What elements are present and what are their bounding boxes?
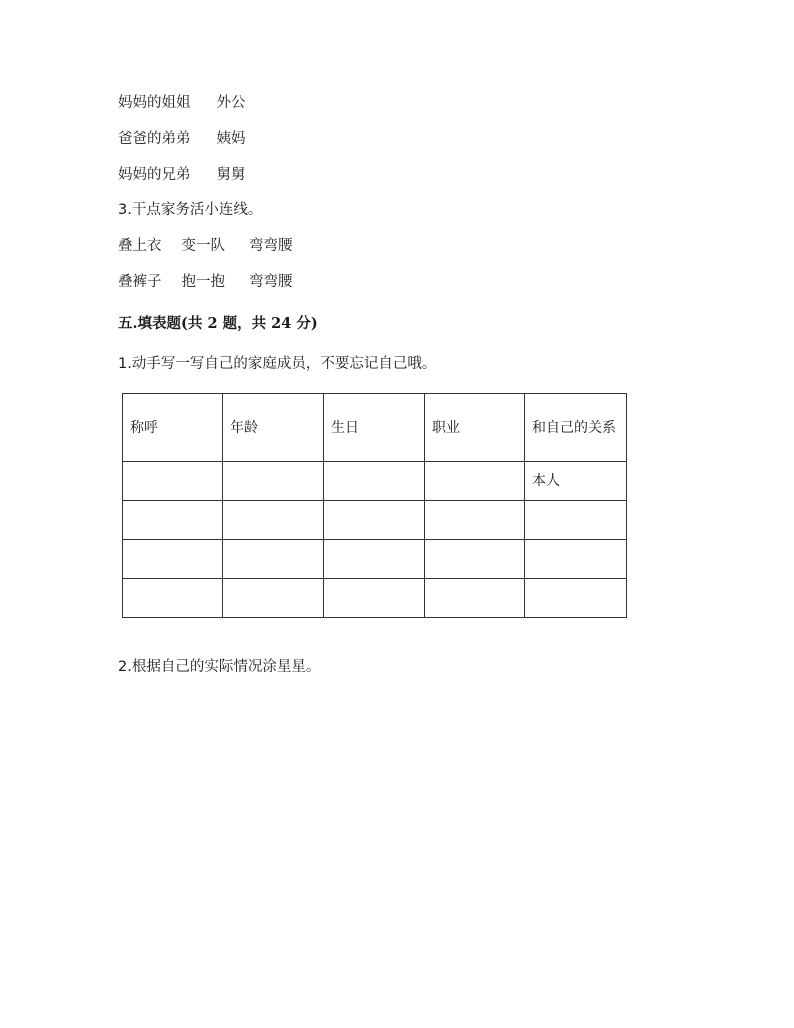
chore-item: 叠裤子 <box>118 274 162 290</box>
table-cell[interactable] <box>425 579 525 618</box>
chore-item: 变一队 <box>181 238 225 254</box>
table-cell: 本人 <box>525 462 627 501</box>
table-cell[interactable] <box>123 501 223 540</box>
table-row <box>123 540 627 579</box>
table-cell[interactable] <box>223 540 324 579</box>
table-cell[interactable] <box>123 579 223 618</box>
table-cell[interactable] <box>223 501 324 540</box>
chore-line-2 <box>118 272 293 292</box>
section-5-heading: 五.填表题(共 2 题，共 24 分) <box>118 315 318 332</box>
relation-answer: 舅舅 <box>216 167 246 183</box>
relation-label: 爸爸的弟弟 <box>118 131 191 147</box>
table-cell[interactable] <box>324 579 425 618</box>
question-3-title: 3.干点家务活小连线。 <box>118 202 263 218</box>
table-cell[interactable] <box>525 540 627 579</box>
header-cell-title: 称呼 <box>123 394 223 462</box>
table-cell[interactable] <box>223 579 324 618</box>
header-cell-relation: 和自己的关系 <box>525 394 627 462</box>
chore-item: 抱一抱 <box>181 274 225 290</box>
matching-line-1 <box>118 93 246 113</box>
header-cell-birthday: 生日 <box>324 394 425 462</box>
table-cell[interactable] <box>425 462 525 501</box>
table-cell[interactable] <box>324 462 425 501</box>
table-cell[interactable] <box>324 540 425 579</box>
relation-answer: 姨妈 <box>216 131 246 147</box>
matching-line-3 <box>118 165 246 185</box>
table-cell[interactable] <box>525 501 627 540</box>
table-row <box>123 501 627 540</box>
relation-label: 妈妈的姐姐 <box>118 95 191 111</box>
table-cell[interactable] <box>223 462 324 501</box>
table-cell[interactable] <box>123 462 223 501</box>
matching-line-2 <box>118 129 246 149</box>
table-cell[interactable] <box>425 540 525 579</box>
table-cell[interactable] <box>525 579 627 618</box>
table-header-row <box>123 394 627 462</box>
table-cell[interactable] <box>324 501 425 540</box>
table-cell[interactable] <box>425 501 525 540</box>
chore-line-1 <box>118 236 293 256</box>
chore-item: 弯弯腰 <box>249 238 293 254</box>
table-row <box>123 579 627 618</box>
table-cell[interactable] <box>123 540 223 579</box>
chore-item: 弯弯腰 <box>249 274 293 290</box>
relation-answer: 外公 <box>216 95 246 111</box>
table-row <box>123 462 627 501</box>
question-2-title: 2.根据自己的实际情况涂星星。 <box>118 659 321 675</box>
header-cell-occupation: 职业 <box>425 394 525 462</box>
family-table <box>122 393 627 618</box>
question-1-title: 1.动手写一写自己的家庭成员，不要忘记自己哦。 <box>118 356 437 372</box>
relation-label: 妈妈的兄弟 <box>118 167 191 183</box>
chore-item: 叠上衣 <box>118 238 162 254</box>
header-cell-age: 年龄 <box>223 394 324 462</box>
